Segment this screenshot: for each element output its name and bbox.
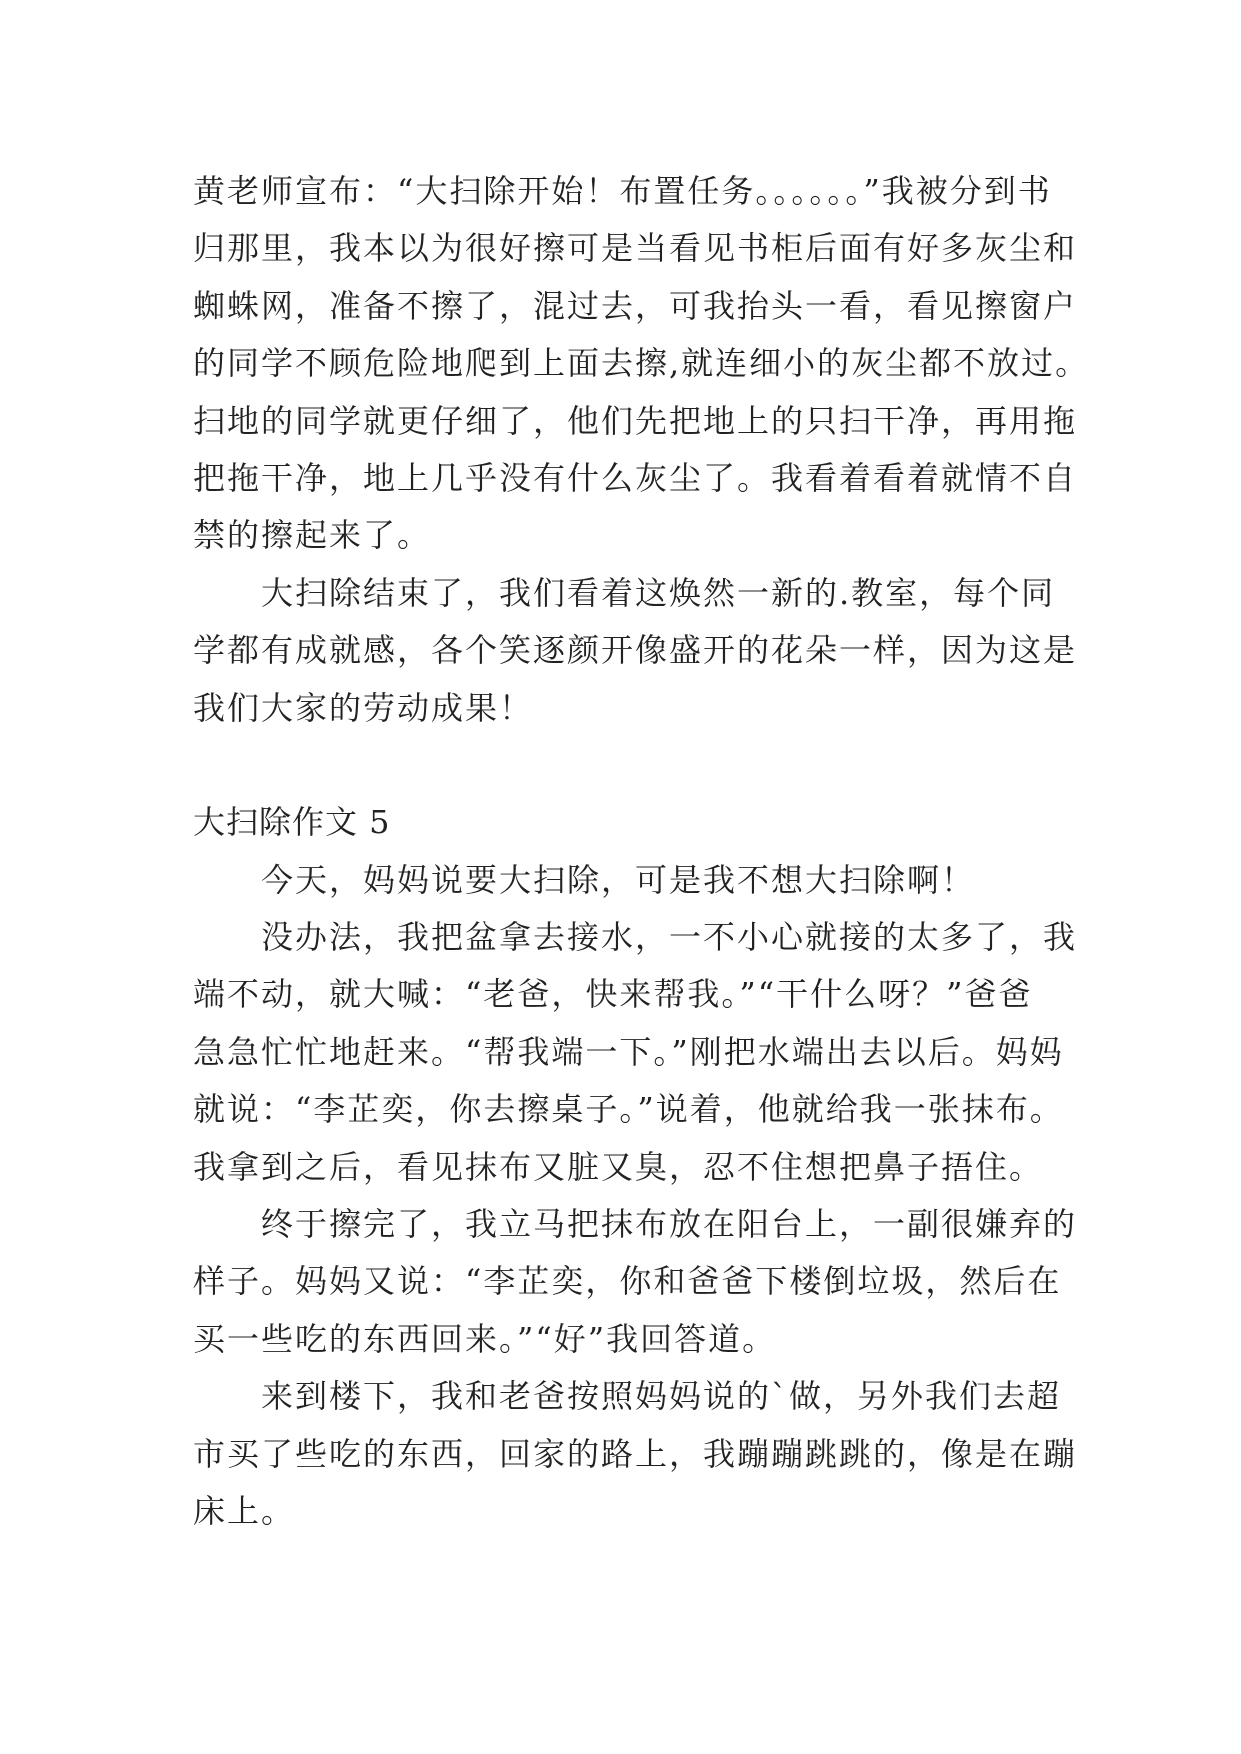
text-line: 我拿到之后，看见抹布又脏又臭，忍不住想把鼻子捂住。: [193, 1147, 1044, 1186]
text-line: 禁的擦起来了。: [193, 516, 432, 555]
text-line: 我们大家的劳动成果！: [193, 688, 534, 727]
text-line: 归那里，我本以为很好擦可是当看见书柜后面有好多灰尘和: [193, 229, 1078, 268]
text-line: 黄老师宣布：“大扫除开始！布置任务。。。。。。”我被分到书: [193, 172, 1052, 210]
text-line: 学都有成就感，各个笑逐颜开像盛开的花朵一样，因为这是: [193, 631, 1078, 670]
text-line: 扫地的同学就更仔细了，他们先把地上的只扫干净，再用拖: [193, 401, 1078, 440]
blank-line: [193, 737, 1073, 794]
text-line: 的同学不顾危险地爬到上面去擦,就连细小的灰尘都不放过。: [193, 344, 1090, 383]
text-line: 样子。妈妈又说：“李芷奕，你和爸爸下楼倒垃圾，然后在: [193, 1262, 1062, 1301]
text-line: 就说：“李芷奕，你去擦桌子。”说着，他就给我一张抹布。: [193, 1090, 1064, 1129]
text-line: 急急忙忙地赶来。“帮我端一下。”刚把水端出去以后。妈妈: [193, 1032, 1064, 1071]
paragraph-first-line: 大扫除结束了，我们看着这焕然一新的.教室，每个同: [261, 573, 1056, 612]
paragraph-first-line: 今天，妈妈说要大扫除，可是我不想大扫除啊！: [261, 860, 976, 899]
document-body: [193, 163, 1090, 1540]
paragraph-first-line: 来到楼下，我和老爸按照妈妈说的`做，另外我们去超: [261, 1377, 1062, 1416]
text-line: 市买了些吃的东西，回家的路上，我蹦蹦跳跳的，像是在蹦: [193, 1434, 1078, 1473]
paragraph-first-line: 终于擦完了，我立马把抹布放在阳台上，一副很嫌弃的: [261, 1205, 1078, 1244]
text-line: 蜘蛛网，准备不擦了，混过去，可我抬头一看，看见擦窗户: [193, 286, 1078, 325]
text-line: 床上。: [193, 1491, 296, 1530]
essay-heading: 大扫除作文 5: [193, 803, 391, 842]
paragraph-first-line: 没办法，我把盆拿去接水，一不小心就接的太多了，我: [261, 918, 1078, 957]
text-line: 买一些吃的东西回来。”“好”我回答道。: [193, 1319, 777, 1358]
text-line: 把拖干净，地上几乎没有什么灰尘了。我看着看着就情不自: [193, 458, 1078, 497]
text-line: 端不动，就大喊：“老爸，快来帮我。”“干什么呀？”爸爸: [193, 975, 1033, 1014]
